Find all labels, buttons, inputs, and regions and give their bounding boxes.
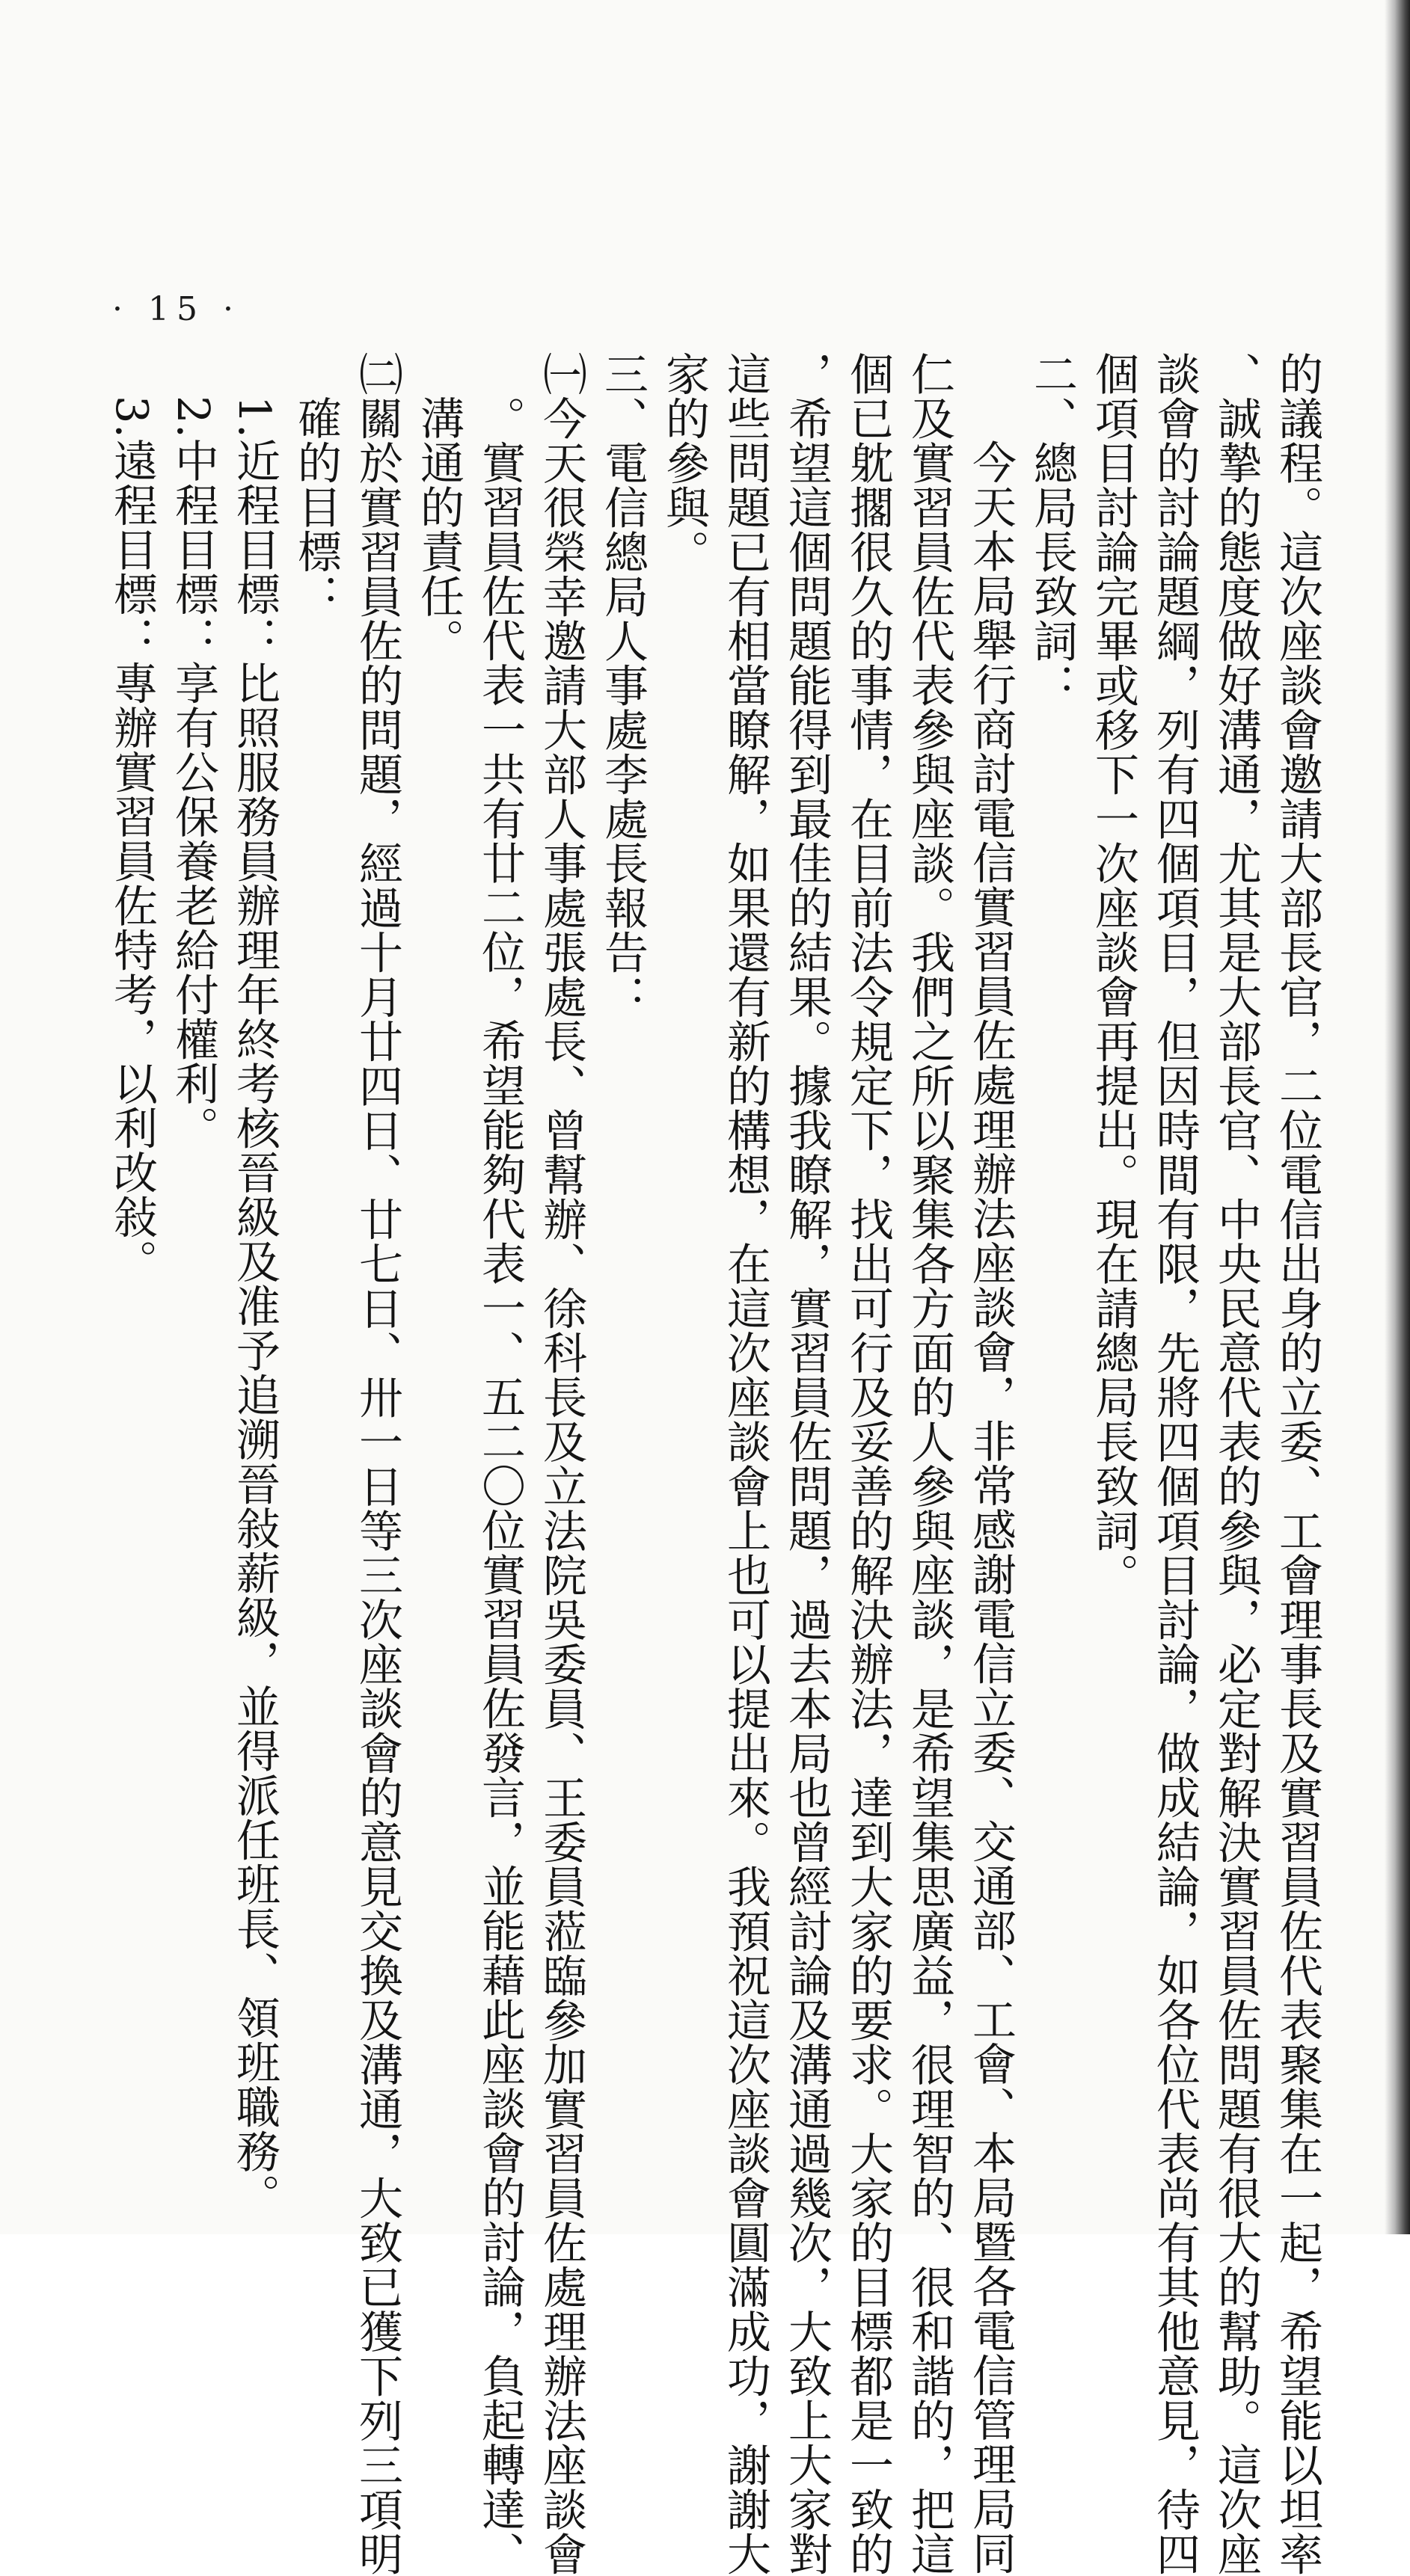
page-number: · 15 · — [112, 290, 241, 328]
text-column: 溝通的責任。 — [413, 396, 465, 663]
text-column: 談會的討論題綱，列有四個項目，但因時間有限，先將四個項目討論，做成結論，如各位代表尚有其他意見，待四 — [1149, 351, 1201, 2576]
list-item: 3.遠程目標：專辦實習員佐特考，以利改敍。 — [106, 396, 158, 1284]
text-column: 。實習員佐代表一共有廿二位，希望能夠代表一、五二〇位實習員佐發言，並能藉此座談會的討論，負起轉達、 — [474, 396, 526, 2576]
vertical-text-body — [101, 351, 1328, 2576]
text-column: 、誠摯的態度做好溝通，尤其是大部長官、中央民意代表的參與，必定對解決實習員佐問題有很大的幫助。這次座 — [1210, 351, 1262, 2576]
text-column: 家的參與。 — [658, 351, 710, 574]
section-heading: 二、總局長致詞： — [1026, 351, 1078, 707]
text-column: ㈡關於實習員佐的問題，經過十月廿四日、廿七日、卅一日等三次座談會的意見交換及溝通，大致已獲下列三項明 — [352, 351, 403, 2576]
section-heading: 三、電信總局人事處李處長報告： — [597, 351, 649, 1019]
text-column: 個已躭擱很久的事情，在目前法令規定下，找出可行及妥善的解決辦法，達到大家的要求。大家的目標都是一致的 — [842, 351, 894, 2576]
text-column: 的議程。這次座談會邀請大部長官，二位電信出身的立委、工會理事長及實習員佐代表聚集在一起，希望能以坦率 — [1272, 351, 1323, 2576]
text-column: 個項目討論完畢或移下一次座談會再提出。現在請總局長致詞。 — [1088, 351, 1139, 1597]
binding-edge-shadow — [1385, 0, 1410, 2234]
text-column: 今天本局舉行商討電信實習員佐處理辦法座談會，非常感謝電信立委、交通部、工會、本局暨各電信管理局同 — [965, 440, 1017, 2575]
text-column: 仁及實習員佐代表參與座談。我們之所以聚集各方面的人參與座談，是希望集思廣益，很理智的、很和諧的，把這 — [904, 351, 955, 2576]
text-column: ，希望這個問題能得到最佳的結果。據我瞭解，實習員佐問題，過去本局也曾經討論及溝通過幾次，大致上大家對 — [781, 351, 833, 2576]
text-column: 這些問題已有相當瞭解，如果還有新的構想，在這次座談會上也可以提出來。我預祝這次座談會圓滿成功，謝謝大 — [720, 351, 771, 2576]
text-column: 確的目標： — [290, 396, 342, 618]
text-column: ㈠今天很榮幸邀請大部人事處張處長、曾幫辦、徐科長及立法院吳委員、王委員蒞臨參加實習員佐處理辦法座談會 — [536, 351, 587, 2576]
list-item: 2.中程目標：享有公保養老給付權利。 — [168, 396, 219, 1151]
list-item: 1.近程目標：比照服務員辦理年終考核晉級及准予追溯晉敍薪級，並得派任班長、領班職務。 — [229, 396, 281, 2219]
